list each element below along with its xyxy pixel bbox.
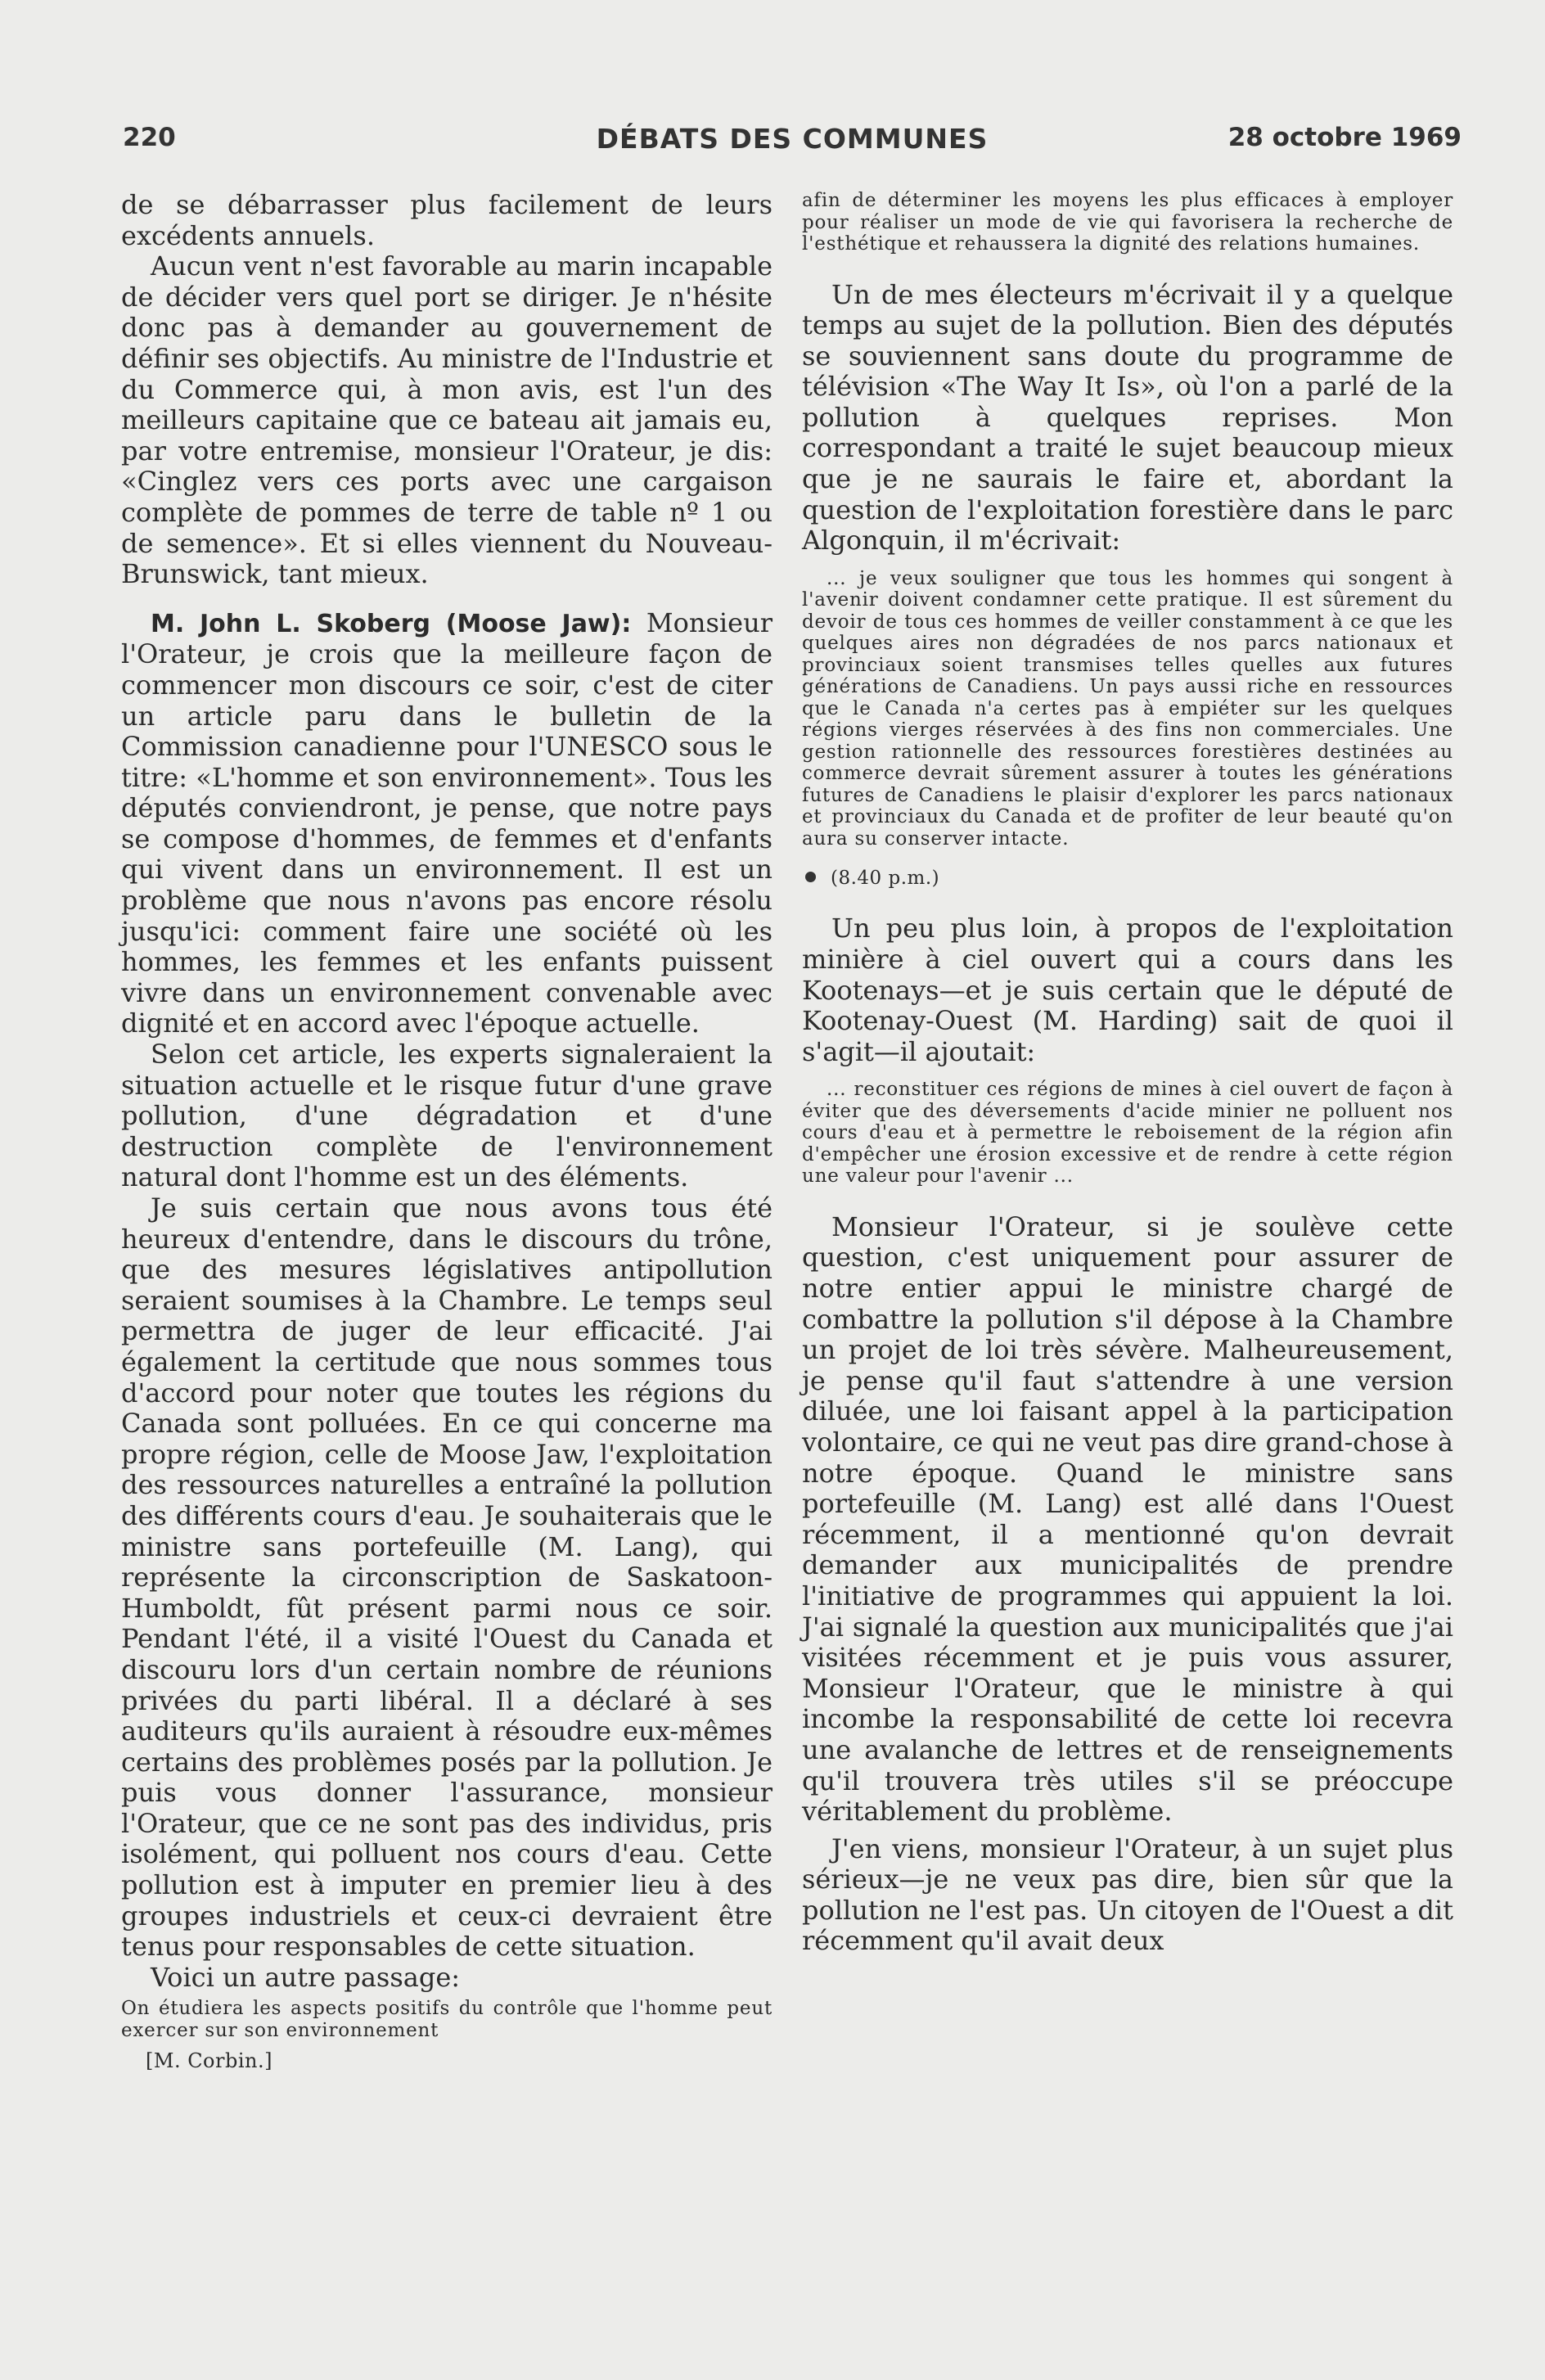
paragraph: Un de mes électeurs m'écrivait il y a quelque temps au sujet de la pollution. Bien des députés se souviennent sans doute du programme de télévision «The Way It Is», où l'on a parlé de la pollution à quelques reprises. Mon correspondant a traité le sujet beaucoup mieux que je ne saurais le faire et, abordant la question de l'exploitation forestière dans le parc Algonquin, il m'écrivait: [802, 278, 1453, 557]
page-header [123, 123, 1462, 164]
page-number: 220 [123, 123, 176, 152]
timestamp [805, 868, 1453, 889]
speaker-name: M. John L. Skoberg (Moose Jaw): [151, 609, 632, 638]
block-quote: ... je veux souligner que tous les hommes qui songent à l'avenir doivent condamner cette pratique. Il est sûrement du devoir de tous ces hommes de veiller constamment à ce que les quelques aires non dégradées de nos parcs nationaux et provinciaux soient transmises telles quelles aux futures générations de Canadiens. Un pays aussi riche en ressources que le Canada n'a certes pas à empiéter sur les quelques régions vierges réservées à des fins non commerciales. Une gestion rationnelle des ressources forestières destinées au commerce devrait sûrement assurer à toutes les générations futures de Canadiens le plaisir d'explorer les parcs nationaux et provinciaux du Canada et de profiter de leur beauté qu'on aura su conserver intacte. [802, 567, 1453, 850]
speaker-paragraph [121, 608, 772, 1039]
member-bracket: [M. Corbin.] [146, 2049, 273, 2073]
page-date: 28 octobre 1969 [1227, 123, 1462, 152]
paragraph: Selon cet article, les experts signaleraient la situation actuelle et le risque futur d'une grave pollution, d'une dégradation et d'une destruction complète de l'environnement natural dont l'homme est un des éléments. [121, 1039, 772, 1193]
right-column [802, 190, 1453, 1957]
paragraph: Monsieur l'Orateur, si je soulève cette question, c'est uniquement pour assurer de notre entier appui le ministre chargé de combattre la pollution s'il dépose à la Chambre un projet de loi très sévère. Malheureusement, je pense qu'il faut s'attendre à une version diluée, une loi faisant appel à la participation volontaire, ce qui ne veut pas dire grand-chose à notre époque. Quand le ministre sans portefeuille (M. Lang) est allé dans l'Ouest récemment, il a mentionné qu'on devrait demander aux municipalités de prendre l'initiative de programmes qui appuient la loi. J'ai signalé la question aux municipalités que j'ai visitées récemment et je puis vous assurer, Monsieur l'Orateur, que le ministre à qui incombe la responsabilité de cette loi recevra une avalanche de lettres et de renseignements qu'il trouvera très utiles s'il se préoccupe véritablement du problème. [802, 1210, 1453, 1828]
timestamp-text: (8.40 p.m.) [831, 868, 940, 890]
block-quote: afin de déterminer les moyens les plus efficaces à employer pour réaliser un mode de vie qui favorisera la recherche de l'esthétique et rehaussera la dignité des relations humaines. [802, 190, 1453, 255]
paragraph: J'en viens, monsieur l'Orateur, à un sujet plus sérieux—je ne veux pas dire, bien sûr que la pollution ne l'est pas. Un citoyen de l'Ouest a dit récemment qu'il avait deux [802, 1832, 1453, 1957]
bullet-icon [805, 872, 816, 882]
paragraph: Je suis certain que nous avons tous été heureux d'entendre, dans le discours du trône, que des mesures législatives antipollution seraient soumises à la Chambre. Le temps seul permettra de juger de leur efficacité. J'ai également la certitude que nous sommes tous d'accord pour noter que toutes les régions du Canada sont polluées. En ce qui concerne ma propre région, celle de Moose Jaw, l'exploitation des ressources naturelles a entraîné la pollution des différents cours d'eau. Je souhaiterais que le ministre sans portefeuille (M. Lang), qui représente la circonscription de Saskatoon-Humboldt, fût présent parmi nous ce soir. Pendant l'été, il a visité l'Ouest du Canada et discouru lors d'un certain nombre de réunions privées du parti libéral. Il a déclaré à ses auditeurs qu'ils auraient à résoudre eux-mêmes certains des problèmes posés par la pollution. Je puis vous donner l'assurance, monsieur l'Orateur, que ce ne sont pas des individus, pris isolément, qui polluent nos cours d'eau. Cette pollution est à imputer en premier lieu à des groupes industriels et ceux-ci devraient être tenus pour responsables de cette situation. [121, 1192, 772, 1963]
paragraph: Un peu plus loin, à propos de l'exploitation minière à ciel ouvert qui a cours dans les Kootenays—et je suis certain que le député de Kootenay-Ouest (M. Harding) sait de quoi il s'agit—il ajoutait: [802, 913, 1453, 1067]
block-quote: On étudiera les aspects positifs du contrôle que l'homme peut exercer sur son environnement [121, 1998, 772, 2041]
publication-title: DÉBATS DES COMMUNES [596, 123, 989, 155]
paragraph: de se débarrasser plus facilement de leurs excédents annuels. [121, 189, 772, 251]
paragraph-text: Monsieur l'Orateur, je crois que la meilleure façon de commencer mon discours ce soir, c'est de citer un article paru dans le bulletin de la Commission canadienne pour l'UNESCO sous le titre: «L'homme et son environnement». Tous les députés conviendront, je pense, que notre pays se compose d'hommes, de femmes et d'enfants qui vivent dans un environnement. Il est un problème que nous n'avons pas encore résolu jusqu'ici: comment faire une société où les hommes, les femmes et les enfants puissent vivre dans un environnement convenable avec dignité et en accord avec l'époque actuelle. [121, 606, 772, 1039]
block-quote: ... reconstituer ces régions de mines à ciel ouvert de façon à éviter que des déversements d'acide minier ne polluent nos cours d'eau et à permettre le reboisement de la région afin d'empêcher une érosion excessive et de rendre à cette région une valeur pour l'avenir ... [802, 1079, 1453, 1188]
left-column [121, 190, 772, 2072]
paragraph: Voici un autre passage: [151, 1961, 461, 1993]
paragraph: Aucun vent n'est favorable au marin incapable de décider vers quel port se diriger. Je n'hésite donc pas à demander au gouvernement de définir ses objectifs. Au ministre de l'Industrie et du Commerce qui, à mon avis, est l'un des meilleurs capitaine que ce bateau ait jamais eu, par votre entremise, monsieur l'Orateur, je dis: «Cinglez vers ces ports avec une cargaison complète de pommes de terre de table nº 1 ou de semence». Et si elles viennent du Nouveau-Brunswick, tant mieux. [121, 250, 772, 590]
